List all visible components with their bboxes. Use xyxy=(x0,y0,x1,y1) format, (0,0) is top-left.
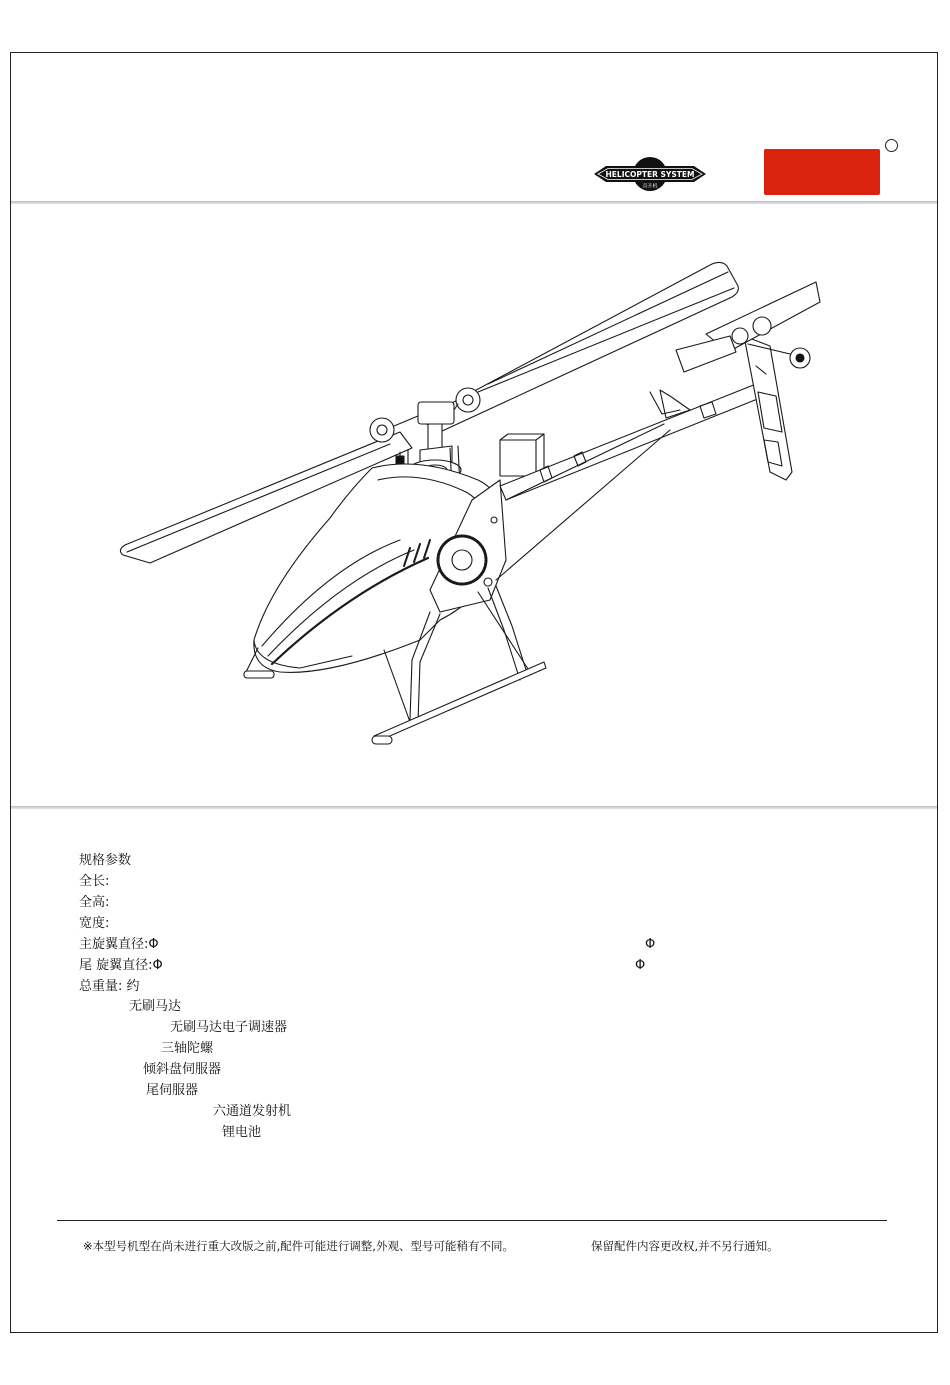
footer-divider xyxy=(57,1220,887,1221)
spec-motor: 无刷马达 xyxy=(129,999,182,1014)
spec-height: 全高: xyxy=(79,895,110,910)
spec-length: 全长: xyxy=(79,874,110,889)
spec-main-rotor: 主旋翼直径:Φ xyxy=(79,937,159,952)
registered-mark-icon xyxy=(885,139,898,152)
svg-text:直升机: 直升机 xyxy=(642,183,658,190)
brand-color-block xyxy=(764,149,880,195)
header-divider xyxy=(11,201,937,204)
spec-main-rotor-symbol: Φ xyxy=(645,937,656,952)
spec-tail-servo: 尾伺服器 xyxy=(146,1083,199,1098)
spec-transmitter: 六通道发射机 xyxy=(213,1104,292,1119)
spec-tail-rotor: 尾 旋翼直径:Φ xyxy=(79,958,163,973)
spec-width: 宽度: xyxy=(79,916,110,931)
tail-boom xyxy=(496,384,760,580)
footer-note-left: ※本型号机型在尚未进行重大改版之前,配件可能进行调整,外观、型号可能稍有不同。 xyxy=(83,1239,514,1253)
svg-text:HELICOPTER SYSTEM: HELICOPTER SYSTEM xyxy=(605,170,695,179)
spec-weight: 总重量: 约 xyxy=(79,979,140,994)
rc-helicopter-line-drawing xyxy=(100,250,840,760)
spec-esc: 无刷马达电子调速器 xyxy=(170,1020,288,1035)
illustration-divider xyxy=(11,806,937,809)
spec-swash-servo: 倾斜盘伺服器 xyxy=(143,1062,222,1077)
spec-title: 规格参数 xyxy=(79,853,132,868)
spec-gyro: 三轴陀螺 xyxy=(161,1041,214,1056)
helicopter-system-logo xyxy=(592,154,708,194)
spec-battery: 锂电池 xyxy=(222,1125,262,1140)
footer-note-right: 保留配件内容更改权,并不另行通知。 xyxy=(591,1239,779,1253)
spec-tail-rotor-symbol: Φ xyxy=(635,958,646,973)
